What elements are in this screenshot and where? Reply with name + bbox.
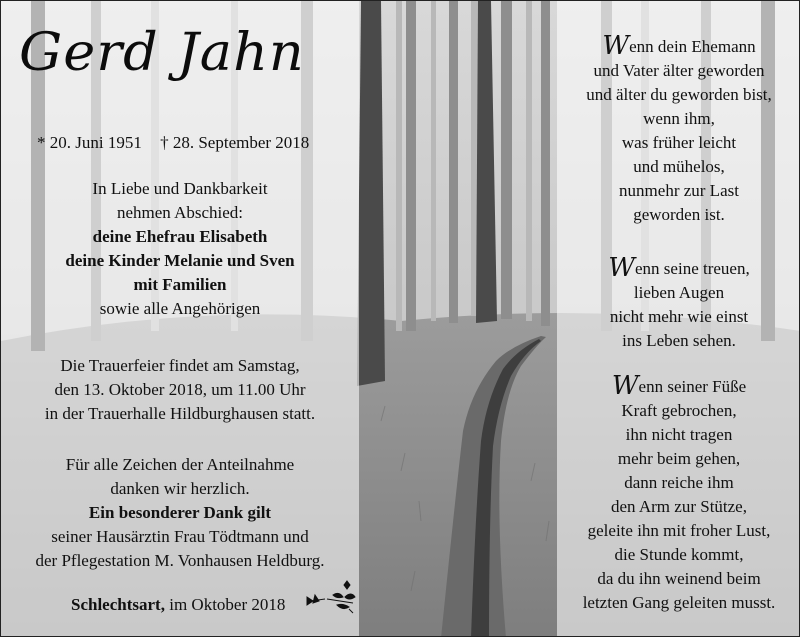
funeral-line: in der Trauerhalle Hildburghausen statt. [44, 404, 316, 423]
poem-line: Kraft gebrochen, [621, 401, 737, 420]
poem-line: ihn nicht tragen [625, 425, 733, 444]
poem-line: da du ihn weinend beim [597, 569, 761, 588]
death-date: † 28. September 2018 [160, 133, 310, 152]
farewell-line: sowie alle Angehörigen [99, 299, 261, 318]
poem-line: und Vater älter geworden [593, 61, 765, 80]
farewell-block [1, 177, 359, 321]
farewell-line: deine Kinder Melanie und Sven [65, 251, 295, 270]
leaves-ornament-icon [303, 577, 359, 617]
thanks-block [1, 453, 359, 573]
poem-line: wenn ihm, [643, 109, 715, 128]
poem-line: letzten Gang geleiten musst. [582, 593, 776, 612]
thanks-line: danken wir herzlich. [110, 479, 250, 498]
funeral-line: Die Trauerfeier findet am Samstag, [60, 356, 300, 375]
poem-line: und mühelos, [633, 157, 725, 176]
poem-line: und älter du geworden bist, [586, 85, 772, 104]
poem-stanza [557, 253, 800, 353]
farewell-line: deine Ehefrau Elisabeth [92, 227, 268, 246]
life-dates [37, 133, 337, 153]
stanza-initial: W [611, 371, 639, 401]
poem-line: lieben Augen [633, 283, 725, 302]
poem-line: geleite ihn mit froher Lust, [587, 521, 771, 540]
poem-line: Wenn seiner Füße [611, 371, 747, 401]
poem-line: den Arm zur Stütze, [611, 497, 747, 516]
poem-line: nicht mehr wie einst [609, 307, 749, 326]
poem-stanza [557, 371, 800, 615]
funeral-line: den 13. Oktober 2018, um 11.00 Uhr [54, 380, 306, 399]
poem-line: Wenn dein Ehemann [602, 31, 756, 61]
stanza-initial: W [602, 31, 630, 61]
closing-line [71, 595, 285, 615]
closing-place: Schlechtsart, [71, 595, 165, 614]
farewell-line: mit Familien [133, 275, 227, 294]
poem-line: dann reiche ihm [624, 473, 734, 492]
thanks-line: Für alle Zeichen der Anteilnahme [65, 455, 295, 474]
funeral-info [1, 354, 359, 426]
poem-stanza [557, 31, 800, 227]
poem-line: was früher leicht [621, 133, 737, 152]
poem-line: die Stunde kommt, [614, 545, 744, 564]
thanks-line: seiner Hausärztin Frau Tödtmann und [51, 527, 309, 546]
closing-date: im Oktober 2018 [169, 595, 286, 614]
thanks-line: Ein besonderer Dank gilt [88, 503, 272, 522]
stanza-initial: W [608, 253, 636, 283]
farewell-line: nehmen Abschied: [116, 203, 244, 222]
poem-line: ins Leben sehen. [622, 331, 736, 350]
thanks-line: der Pflegestation M. Vonhausen Heldburg. [35, 551, 325, 570]
deceased-name: Gerd Jahn [19, 23, 305, 83]
poem-line: mehr beim gehen, [617, 449, 741, 468]
poem-line: nunmehr zur Last [619, 181, 739, 200]
poem-line: Wenn seine treuen, [608, 253, 750, 283]
birth-date: * 20. Juni 1951 [37, 133, 142, 152]
farewell-line: In Liebe und Dankbarkeit [92, 179, 268, 198]
poem-line: geworden ist. [633, 205, 725, 224]
